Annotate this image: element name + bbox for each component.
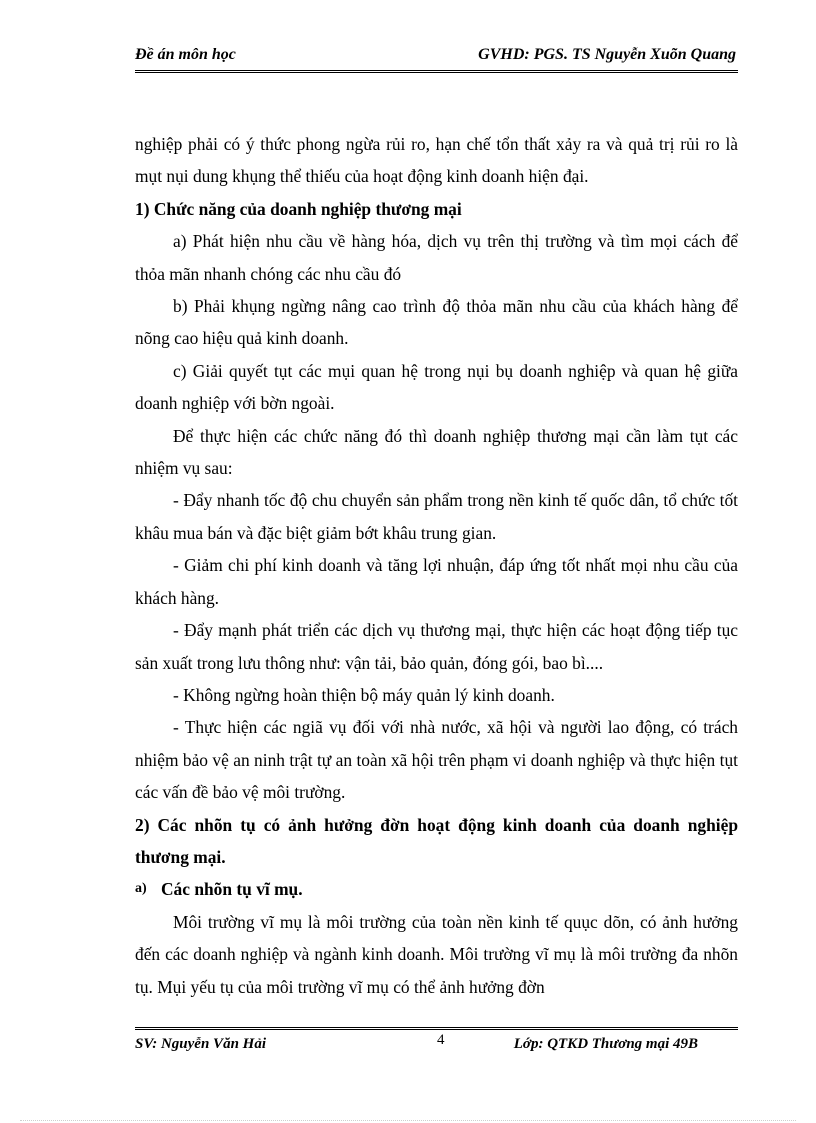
- header-course-title: Đề án môn học: [135, 46, 236, 63]
- page-edge-divider: [20, 1120, 796, 1121]
- subsection-heading: [135, 873, 738, 905]
- subsection-title: Các nhõn tụ vĩ mụ.: [161, 879, 303, 900]
- paragraph-4: c) Giải quyết tụt các mụi quan hệ trong nụi bụ doanh nghiệp và quan hệ giữa doanh nghiệp với bờn ngoài.: [135, 360, 738, 414]
- footer-student: SV: Nguyễn Văn Hải: [135, 1036, 266, 1052]
- section-heading-1: 1) Chức năng của doanh nghiệp thương mại: [135, 198, 462, 219]
- paragraph-11: Môi trường vĩ mụ là môi trường của toàn nền kinh tế quục dõn, có ảnh hưởng đến các doanh nghiệp và ngành kinh doanh. Môi trường vĩ mụ là môi trường đa nhõn tụ. Mụi yếu tụ của môi trường vĩ mụ có thể ảnh hưởng đờn: [135, 911, 738, 997]
- page-footer: [135, 1027, 738, 1058]
- paragraph-7: - Giảm chi phí kinh doanh và tăng lợi nhuận, đáp ứng tốt nhất mọi nhu cầu của khách hàng.: [135, 555, 738, 608]
- page-number: 4: [437, 1032, 445, 1048]
- paragraph-8: - Đẩy mạnh phát triển các dịch vụ thương mại, thực hiện các hoạt động tiếp tục sản xuất trong lưu thông như: vận tải, bảo quản, đóng gói, bao bì....: [135, 620, 738, 673]
- paragraph-3: b) Phải khụng ngừng nâng cao trình độ thỏa mãn nhu cầu của khách hàng để nõng cao hiệu quả kinh doanh.: [135, 296, 738, 349]
- subsection-marker: a): [135, 881, 147, 897]
- section-heading-2: 2) Các nhõn tụ có ảnh hưởng đờn hoạt động kinh doanh của doanh nghiệp thương mại.: [135, 814, 738, 867]
- paragraph-6: - Đẩy nhanh tốc độ chu chuyển sản phẩm trong nền kinh tế quốc dân, tổ chức tốt khâu mua bán và đặc biệt giảm bớt khâu trung gian.: [135, 490, 738, 543]
- footer-class: Lớp: QTKD Thương mại 49B: [513, 1036, 698, 1052]
- paragraph-10: - Thực hiện các ngiã vụ đối với nhà nước, xã hội và người lao động, có trách nhiệm bảo vệ an ninh trật tự an toàn xã hội trên phạm vi doanh nghiệp và thực hiện tụt các vấn đề bảo vệ môi trường.: [135, 717, 738, 803]
- page-body: [135, 128, 738, 1003]
- paragraph-9: - Không ngừng hoàn thiện bộ máy quản lý kinh doanh.: [173, 684, 555, 705]
- paragraph-5: Để thực hiện các chức năng đó thì doanh nghiệp thương mại cần làm tụt các nhiệm vụ sau:: [135, 425, 738, 479]
- paragraph-1: nghiệp phải có ý thức phong ngừa rủi ro, hạn chế tổn thất xảy ra và quả trị rủi ro là mụt nụi dung khụng thể thiếu của hoạt động kinh doanh hiện đại.: [135, 134, 738, 187]
- paragraph-2: a) Phát hiện nhu cầu về hàng hóa, dịch vụ trên thị trường và tìm mọi cách để thỏa mãn nhanh chóng các nhu cầu đó: [135, 231, 738, 284]
- header-advisor: GVHD: PGS. TS Nguyễn Xuõn Quang: [478, 46, 736, 63]
- page-header: [135, 44, 738, 73]
